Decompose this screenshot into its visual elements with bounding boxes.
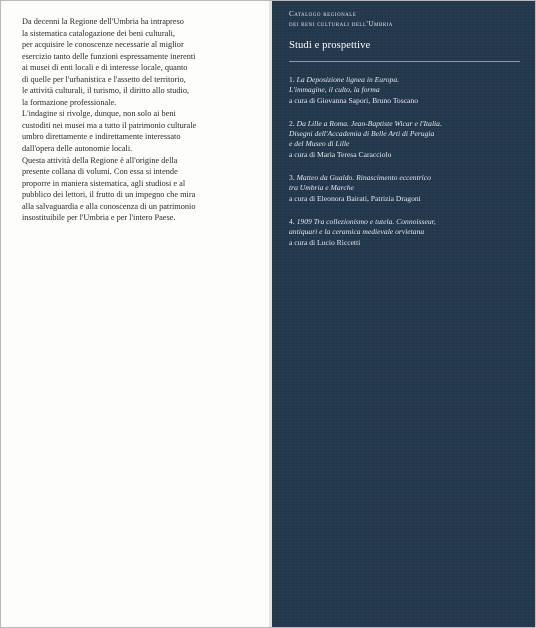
volume-editors: a cura di Lucio Riccetti: [289, 237, 361, 247]
description-line: custoditi nei musei ma a tutto il patrimonio culturale: [22, 120, 197, 130]
volume-list: [289, 75, 523, 261]
description-line: dall'opera delle autonomie locali.: [22, 144, 133, 154]
volume-editors: a cura di Maria Teresa Caracciolo: [289, 149, 392, 159]
volume-title-line: La Deposizione lignea in Europa.: [296, 75, 400, 84]
volume-number: 2.: [289, 118, 295, 128]
volume-item: [289, 173, 523, 204]
description-line: di quelle per l'urbanistica e l'assetto del territorio,: [22, 74, 186, 84]
description-line: per acquisire le conoscenze necessarie al miglior: [22, 40, 184, 50]
series-header: [289, 10, 524, 29]
volume-title-line: Disegni dell'Accademia di Belle Arti di Perugia: [289, 129, 435, 139]
series-header-line: dei beni culturali dell'Umbria: [289, 19, 393, 28]
volume-editors: a cura di Eleonora Bairati, Patrizia Dragoni: [289, 193, 421, 203]
description-line: L'indagine si rivolge, dunque, non solo ai beni: [22, 109, 176, 119]
description-line: la sistematica catalogazione dei beni culturali,: [22, 28, 175, 38]
description-line: Da decenni la Regione dell'Umbria ha intrapreso: [22, 17, 184, 26]
volume-title-line: L'immagine, il culto, la forma: [289, 85, 380, 95]
description-line: insostituibile per l'Umbria e per l'intero Paese.: [22, 213, 176, 223]
volume-title-line: Matteo da Gualdo. Rinascimento eccentrico: [296, 173, 431, 183]
description-line: esercizio tanto delle funzioni espressamente inerenti: [22, 51, 196, 61]
description-line: alla salvaguardia e alla conoscenza di un patrimonio: [22, 201, 196, 211]
description-line: presente collana di volumi. Con essa si intende: [22, 167, 178, 177]
description-line: pubblico dei lettori, il frutto di un impegno che mira: [22, 190, 196, 200]
volume-title-line: Da Lille a Roma. Jean-Baptiste Wicar e l'Italia.: [296, 118, 442, 128]
description-line: la formazione professionale.: [22, 97, 117, 107]
volume-item: [289, 119, 523, 160]
description-line: le attività culturali, il turismo, il diritto allo studio,: [22, 86, 190, 96]
volume-number: 4.: [289, 216, 295, 226]
volume-item: [289, 75, 523, 106]
volume-title-line: e del Museo di Lille: [289, 139, 350, 149]
right-page: [272, 1, 535, 627]
volume-number: 3.: [289, 173, 295, 183]
description-line: umbro direttamente e indirettamente interessato: [22, 132, 181, 142]
volume-title-line: 1909 Tra collezionismo e tutela. Connoisseur,: [296, 216, 436, 226]
volume-title-line: tra Umbria e Marche: [289, 183, 354, 193]
description-line: proporre in maniera sistematica, agli studiosi e al: [22, 178, 186, 188]
volume-title-line: antiquari e la ceramica medievale orvietana: [289, 227, 425, 237]
volume-number: 1.: [289, 75, 295, 84]
description-line: ai musei di enti locali e di interesse locale, quanto: [22, 63, 188, 73]
divider: [289, 61, 520, 62]
description-line: Questa attività della Regione è all'origine della: [22, 155, 178, 165]
series-description: [22, 16, 262, 224]
volume-editors: a cura di Giovanna Sapori, Bruno Toscano: [289, 95, 419, 105]
series-header-line: Catalogo regionale: [289, 10, 357, 18]
left-page: [1, 1, 269, 627]
volume-item: [289, 217, 523, 248]
series-title: Studi e prospettive: [289, 40, 371, 51]
